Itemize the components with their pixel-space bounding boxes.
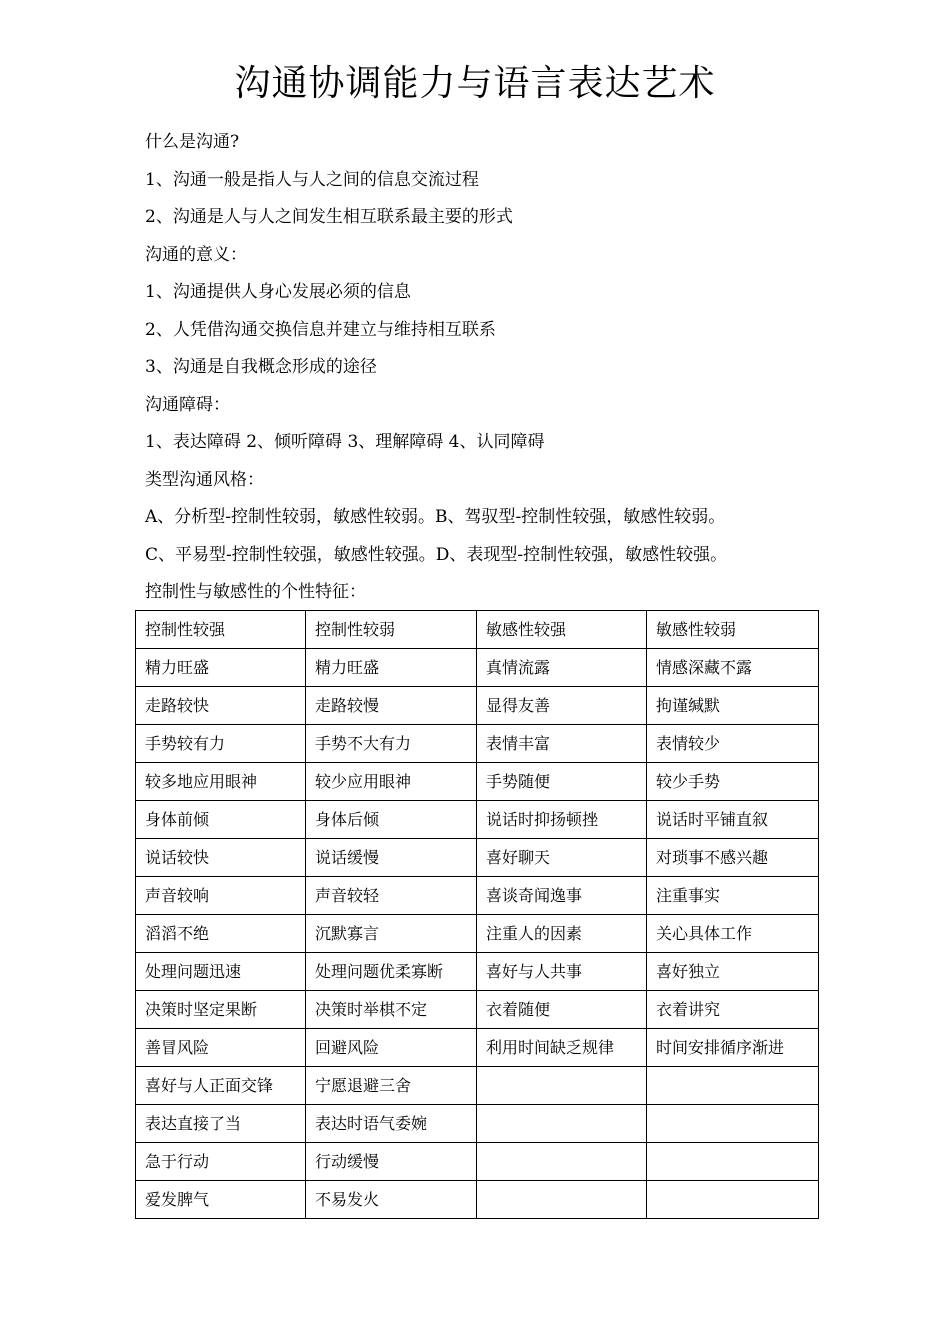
- table-cell: 表情丰富: [477, 725, 647, 763]
- table-cell: 说话时平铺直叙: [647, 801, 819, 839]
- table-cell: [477, 1143, 647, 1181]
- section-heading-what-is: 什么是沟通?: [145, 132, 240, 152]
- table-cell: 利用时间缺乏规律: [477, 1029, 647, 1067]
- table-row: [136, 991, 819, 1029]
- table-cell: 手势随便: [477, 763, 647, 801]
- table-cell: 决策时举棋不定: [306, 991, 477, 1029]
- body-line: C、平易型-控制性较强，敏感性较强。D、表现型-控制性较强，敏感性较强。: [145, 544, 728, 565]
- table-row: [136, 649, 819, 687]
- table-cell: [647, 1105, 819, 1143]
- table-cell: 喜好聊天: [477, 839, 647, 877]
- table-cell: 手势不大有力: [306, 725, 477, 763]
- section-heading-barriers: 沟通障碍：: [145, 394, 230, 415]
- table-row: [136, 725, 819, 763]
- body-line: A、分析型-控制性较弱，敏感性较弱。B、驾驭型-控制性较强，敏感性较弱。: [145, 507, 726, 527]
- table-cell: [477, 1067, 647, 1105]
- table-cell: 真情流露: [477, 649, 647, 687]
- table-cell: 爱发脾气: [136, 1181, 306, 1219]
- table-cell: 时间安排循序渐进: [647, 1029, 819, 1067]
- table-cell: 精力旺盛: [306, 649, 477, 687]
- section-heading-traits: 控制性与敏感性的个性特征：: [145, 582, 366, 602]
- traits-table: [135, 610, 819, 1219]
- table-row: [136, 1181, 819, 1219]
- table-cell: 急于行动: [136, 1143, 306, 1181]
- table-cell: [647, 1067, 819, 1105]
- table-cell: 身体前倾: [136, 801, 306, 839]
- table-cell: 身体后倾: [306, 801, 477, 839]
- body-line: 1、表达障碍 2、倾听障碍 3、理解障碍 4、认同障碍: [145, 432, 545, 452]
- table-cell: 较少手势: [647, 763, 819, 801]
- table-cell: 较多地应用眼神: [136, 763, 306, 801]
- table-header-cell: 敏感性较弱: [647, 611, 819, 649]
- table-cell: 说话较快: [136, 839, 306, 877]
- table-cell: 喜好独立: [647, 953, 819, 991]
- table-cell: 情感深藏不露: [647, 649, 819, 687]
- table-cell: 沉默寡言: [306, 915, 477, 953]
- table-row: [136, 687, 819, 725]
- table-cell: 关心具体工作: [647, 915, 819, 953]
- table-cell: 对琐事不感兴趣: [647, 839, 819, 877]
- body-line: 2、人凭借沟通交换信息并建立与维持相互联系: [145, 319, 496, 340]
- table-cell: 行动缓慢: [306, 1143, 477, 1181]
- table-cell: 走路较快: [136, 687, 306, 725]
- document-body: [145, 124, 845, 612]
- section-heading-meaning: 沟通的意义：: [145, 244, 247, 265]
- table-cell: 宁愿退避三舍: [306, 1067, 477, 1105]
- table-cell: [477, 1181, 647, 1219]
- table-cell: 不易发火: [306, 1181, 477, 1219]
- table-cell: [477, 1105, 647, 1143]
- table-row: [136, 915, 819, 953]
- table-cell: 注重人的因素: [477, 915, 647, 953]
- table-cell: 表达时语气委婉: [306, 1105, 477, 1143]
- body-line: 1、沟通一般是指人与人之间的信息交流过程: [145, 169, 479, 190]
- section-heading-styles: 类型沟通风格：: [145, 469, 264, 490]
- body-line: 2、沟通是人与人之间发生相互联系最主要的形式: [145, 207, 513, 227]
- table-cell: 表达直接了当: [136, 1105, 306, 1143]
- table-cell: 注重事实: [647, 877, 819, 915]
- table-cell: 手势较有力: [136, 725, 306, 763]
- table-cell: [647, 1143, 819, 1181]
- table-cell: 衣着讲究: [647, 991, 819, 1029]
- table-header-cell: 控制性较弱: [306, 611, 477, 649]
- table-row: [136, 801, 819, 839]
- table-header-cell: 敏感性较强: [477, 611, 647, 649]
- table-row: [136, 1105, 819, 1143]
- table-cell: 声音较响: [136, 877, 306, 915]
- table-cell: 处理问题优柔寡断: [306, 953, 477, 991]
- table-cell: 决策时坚定果断: [136, 991, 306, 1029]
- table-cell: 精力旺盛: [136, 649, 306, 687]
- table-row: [136, 953, 819, 991]
- document-title: 沟通协调能力与语言表达艺术: [234, 63, 716, 104]
- table-cell: 衣着随便: [477, 991, 647, 1029]
- table-cell: 声音较轻: [306, 877, 477, 915]
- table-cell: 拘谨缄默: [647, 687, 819, 725]
- table-cell: 较少应用眼神: [306, 763, 477, 801]
- table-header-cell: 控制性较强: [136, 611, 306, 649]
- table-cell: 善冒风险: [136, 1029, 306, 1067]
- table-header-row: [136, 611, 819, 649]
- table-row: [136, 877, 819, 915]
- table-cell: 处理问题迅速: [136, 953, 306, 991]
- body-line: 1、沟通提供人身心发展必须的信息: [145, 282, 411, 302]
- table-cell: 显得友善: [477, 687, 647, 725]
- table-row: [136, 1067, 819, 1105]
- table-cell: 表情较少: [647, 725, 819, 763]
- table-row: [136, 839, 819, 877]
- table-cell: 喜好与人共事: [477, 953, 647, 991]
- table-row: [136, 763, 819, 801]
- table-cell: 滔滔不绝: [136, 915, 306, 953]
- table-cell: 说话缓慢: [306, 839, 477, 877]
- table-row: [136, 1143, 819, 1181]
- table-cell: [647, 1181, 819, 1219]
- table-cell: 说话时抑扬顿挫: [477, 801, 647, 839]
- body-line: 3、沟通是自我概念形成的途径: [145, 357, 377, 377]
- table-row: [136, 1029, 819, 1067]
- table-cell: 走路较慢: [306, 687, 477, 725]
- table-cell: 喜谈奇闻逸事: [477, 877, 647, 915]
- table-cell: 喜好与人正面交锋: [136, 1067, 306, 1105]
- table-cell: 回避风险: [306, 1029, 477, 1067]
